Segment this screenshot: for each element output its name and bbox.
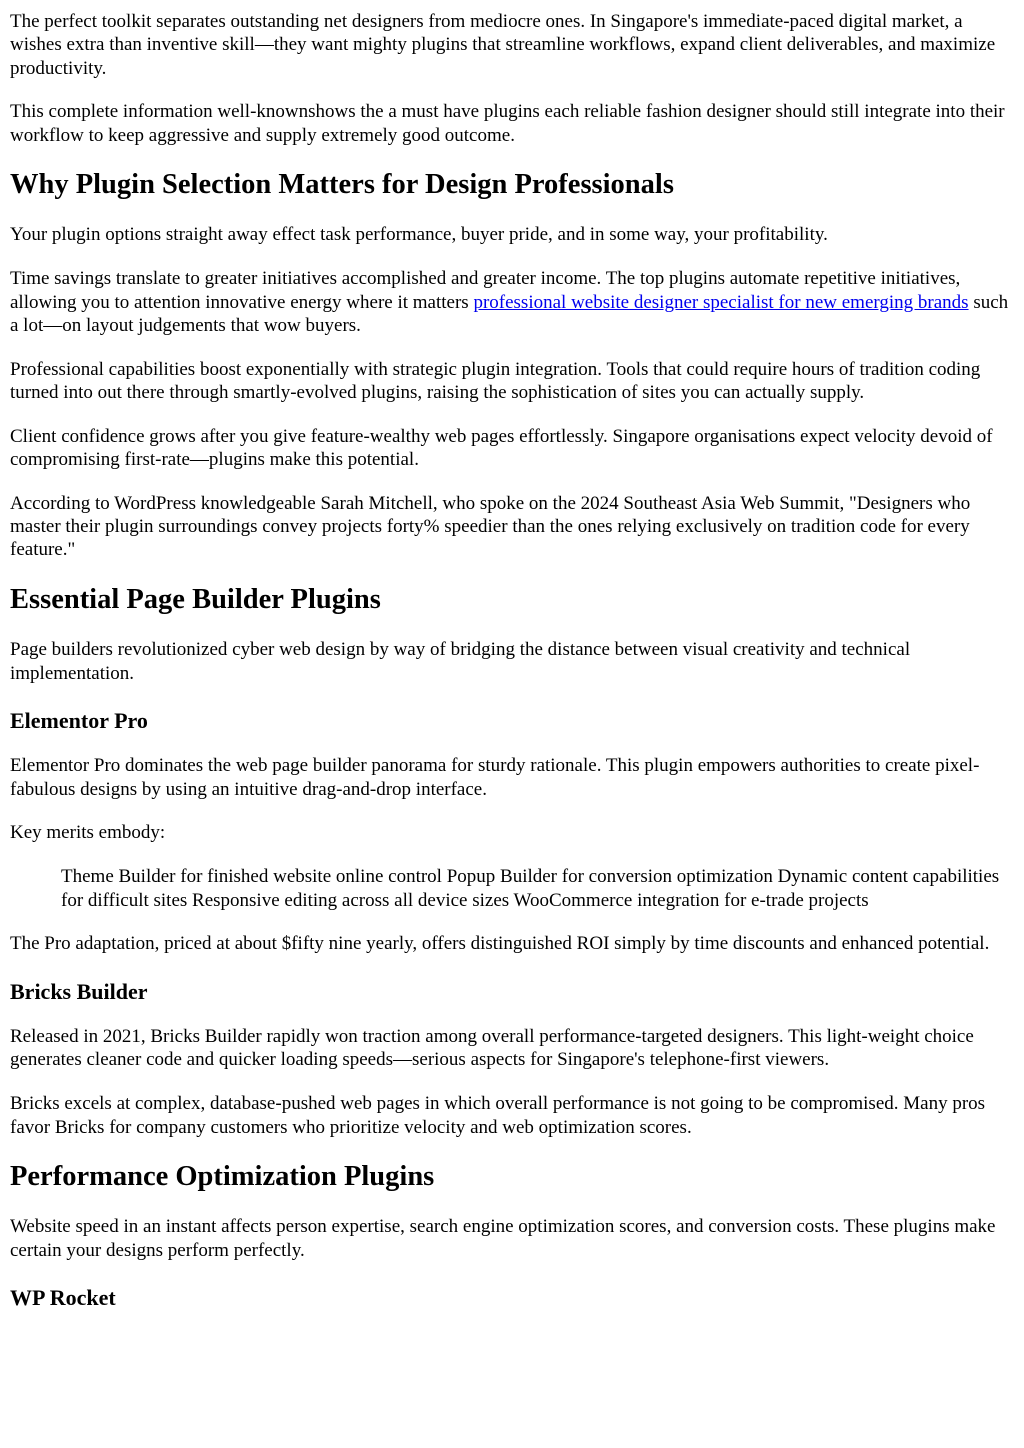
paragraph: Professional capabilities boost exponentially with strategic plugin integration. Tools that could require hours of tradition coding turned into out there through smartly-evolved plugins, raising the sophistication of sites you can actually supply. [10, 358, 981, 403]
paragraph: Website speed in an instant affects person expertise, search engine optimization scores, and conversion costs. These plugins make certain your designs perform perfectly. [10, 1216, 996, 1261]
heading-page-builder-plugins: Essential Page Builder Plugins [10, 584, 381, 616]
paragraph: Key merits embody: [10, 822, 166, 844]
intro-paragraph: The perfect toolkit separates outstanding net designers from mediocre ones. In Singapore's immediate-paced digital market, a wishes extra than inventive skill—they want mighty plugins that streamline workflows, expand client deliverables, and maximize productivity. [10, 11, 996, 79]
paragraph: Released in 2021, Bricks Builder rapidly won traction among overall performance-targeted designers. This light-weight choice generates cleaner code and quicker loading speeds—serious aspects for Singapore's telephone-first viewers. [10, 1026, 974, 1071]
subheading-bricks-builder: Bricks Builder [10, 979, 148, 1005]
paragraph: Your plugin options straight away effect task performance, buyer pride, and in some way, your profitability. [10, 224, 828, 246]
subheading-elementor-pro: Elementor Pro [10, 708, 148, 734]
paragraph-text: Time savings translate to greater initiatives accomplished and greater income. The top plugins automate repetitive initiatives, allowing you to attention innovative energy where it matters [10, 268, 961, 313]
paragraph-with-link [10, 267, 1014, 337]
heading-why-plugin-selection: Why Plugin Selection Matters for Design Professionals [10, 169, 674, 201]
paragraph: Client confidence grows after you give feature-wealthy web pages effortlessly. Singapore organisations expect velocity devoid of compromising first-rate—plugins make this potential. [10, 425, 993, 471]
quote-paragraph: According to WordPress knowledgeable Sarah Mitchell, who spoke on the 2024 Southeast Asia Web Summit, "Designers who master their plugin surroundings convey projects forty% speedier than the ones relying exclusively on tradition code for every feature." [10, 492, 971, 561]
subheading-wp-rocket: WP Rocket [10, 1285, 116, 1311]
paragraph: Elementor Pro dominates the web page builder panorama for sturdy rationale. This plugin empowers authorities to create pixel-fabulous designs by using an intuitive drag-and-drop interface. [10, 755, 980, 800]
designer-specialist-link[interactable]: professional website designer specialist for new emerging brands [473, 291, 969, 313]
heading-performance-plugins: Performance Optimization Plugins [10, 1161, 435, 1193]
intro-paragraph-2: This complete information well-knownshows the a must have plugins each reliable fashion designer should still integrate into their workflow to keep aggressive and supply extremely good outcome. [10, 101, 1005, 146]
benefits-blockquote: Theme Builder for finished website online control Popup Builder for conversion optimization Dynamic content capabilities for difficult sites Responsive editing across all device sizes WooCommerce integration for e-trade projects [61, 866, 1000, 911]
paragraph-text: such a lot—on layout judgements that wow buyers. [10, 291, 1009, 336]
paragraph: Bricks excels at complex, database-pushed web pages in which overall performance is not going to be compromised. Many pros favor Bricks for company customers who prioritize velocity and web optimization scores. [10, 1093, 986, 1138]
paragraph: Page builders revolutionized cyber web design by way of bridging the distance between visual creativity and technical implementation. [10, 639, 911, 684]
paragraph: The Pro adaptation, priced at about $fifty nine yearly, offers distinguished ROI simply by time discounts and enhanced potential. [10, 933, 990, 955]
